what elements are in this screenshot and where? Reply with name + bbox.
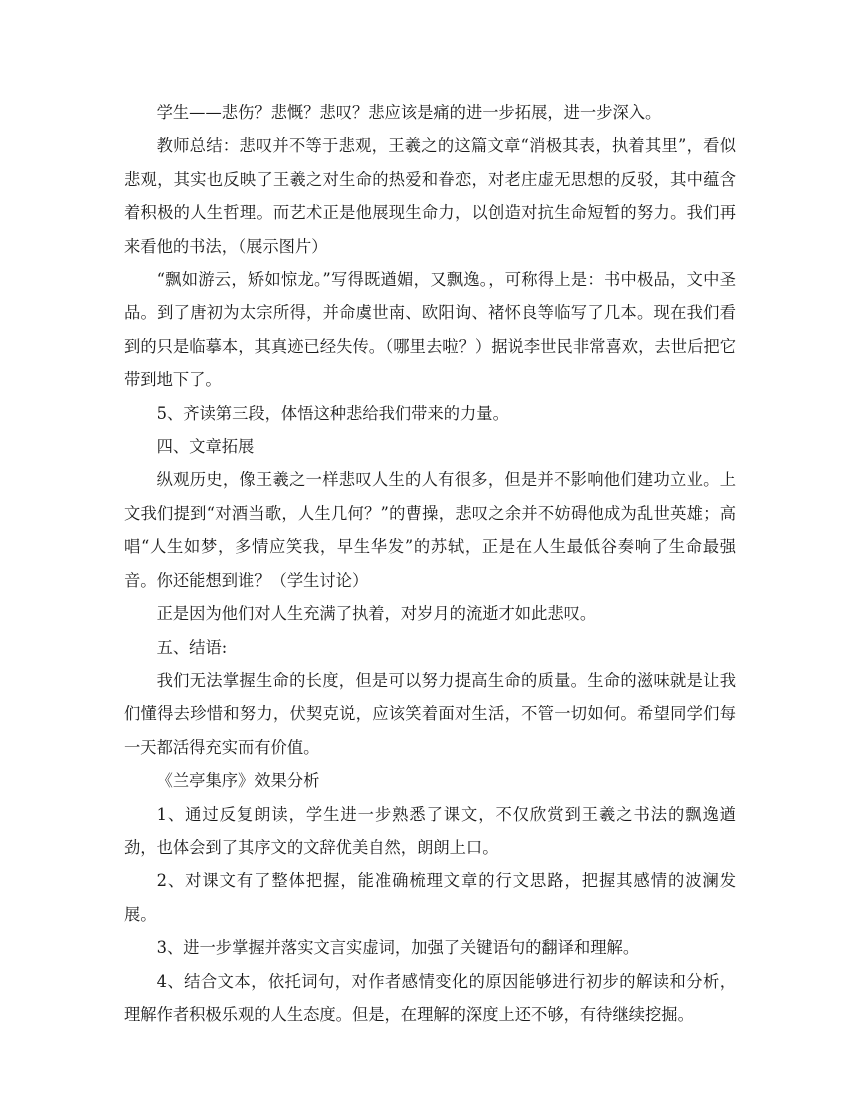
heading-effect-analysis: 《兰亭集序》效果分析 <box>156 771 320 791</box>
paragraph-read-third-section: 5、齐读第三段，体悟这种悲给我们带来的力量。 <box>156 403 509 423</box>
list-item-analysis-1: 1、通过反复朗读，学生进一步熟悉了课文，不仅欣赏到王羲之书法的飘逸遒劲，也体会到了其序文的文辞优美自然，朗朗上口。 <box>124 804 736 857</box>
paragraph-student-answer: 学生——悲伤？悲慨？悲叹？悲应该是痛的进一步拓展，进一步深入。 <box>156 103 662 122</box>
list-item-analysis-3: 3、进一步掌握并落实文言实虚词，加强了关键语句的翻译和理解。 <box>156 938 640 958</box>
paragraph-calligraphy: “飘如游云，矫如惊龙。”写得既遒媚，又飘逸。，可称得上是：书中极品，文中圣品。到了唐初为太宗所得，并命虞世南、欧阳询、褚怀良等临写了几本。现在我们看到的只是临摹本，其真迹已经失传。（哪里去啦？）据说李世民非常喜欢，去世后把它带到地下了。 <box>124 270 736 390</box>
heading-article-extension: 四、文章拓展 <box>156 437 255 457</box>
paragraph-conclusion-text: 我们无法掌握生命的长度，但是可以努力提高生命的质量。生命的滋味就是让我们懂得去珍惜和努力，伏契克说，应该笑着面对生活，不管一切如何。希望同学们每一天都活得充实而有价值。 <box>124 670 736 757</box>
heading-conclusion: 五、结语: <box>156 637 228 657</box>
paragraph-history-review: 纵观历史，像王羲之一样悲叹人生的人有很多，但是并不影响他们建功立业。上文我们提到“对酒当歌，人生几何？”的曹操，悲叹之余并不妨碍他成为乱世英雄；高唱“人生如梦，多情应笑我，早生华发”的苏轼，正是在人生最低谷奏响了生命最强音。你还能想到谁？（学生讨论） <box>124 470 736 590</box>
list-item-analysis-4: 4、结合文本，依托词句，对作者感情变化的原因能够进行初步的解读和分析，理解作者积极乐观的人生态度。但是，在理解的深度上还不够，有待继续挖掘。 <box>124 971 736 1024</box>
document-body <box>124 96 736 1031</box>
list-item-analysis-2: 2、对课文有了整体把握，能准确梳理文章的行文思路，把握其感情的波澜发展。 <box>124 871 736 924</box>
paragraph-persistence: 正是因为他们对人生充满了执着，对岁月的流逝才如此悲叹。 <box>156 604 597 624</box>
paragraph-teacher-summary: 教师总结：悲叹并不等于悲观，王羲之的这篇文章“消极其表，执着其里”，看似悲观，其实也反映了王羲之对生命的热爱和眷恋，对老庄虚无思想的反驳，其中蕴含着积极的人生哲理。而艺术正是他展现生命力，以创造对抗生命短暂的努力。我们再来看他的书法，（展示图片） <box>124 136 736 256</box>
